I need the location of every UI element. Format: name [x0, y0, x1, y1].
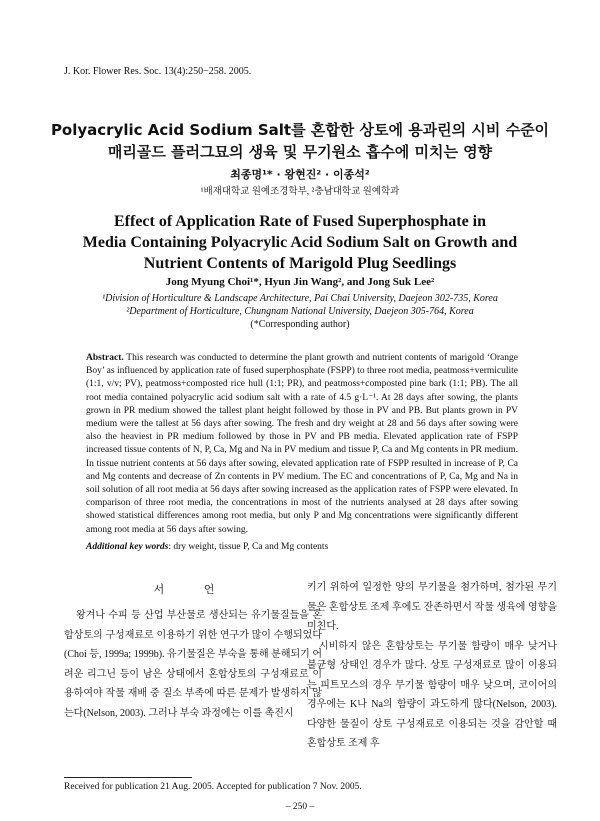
intro-paragraph-2: 시비하지 않은 혼합상토는 무기물 함량이 매우 낮거나 불균형 상태인 경우가 많다. 상토 구성재료로 많이 이용되는 피트모스의 경우 무기물 함량이 매우 낮으며, 코이어의 경우에는 K나 Na의 함량이 과도하게 많다(Nelson, 2003). 다양한 물질이 상토 구성재료로 이용되는 것을 감안할 때 혼합상토 조제 후	[307, 640, 557, 749]
english-title-line1: Effect of Application Rate of Fused Superphosphate in	[113, 213, 487, 230]
english-affiliations	[40, 292, 560, 331]
footnote-rule	[64, 777, 192, 778]
keywords-label: Additional key words	[86, 542, 169, 552]
intro-paragraph-continued: 키기 위하여 일정한 양의 무기물을 첨가하며, 첨가된 무기물은 혼합상토 조제 후에도 잔존하면서 작물 생육에 영향을 미친다.	[307, 582, 557, 632]
journal-citation: J. Kor. Flower Res. Soc. 13(4):250−258. 2005.	[64, 66, 252, 77]
body-left-column	[64, 582, 322, 723]
korean-affiliations: ¹배재대학교 원예조경학부, ²충남대학교 원예학과	[200, 187, 400, 197]
page-number: – 250 –	[285, 802, 315, 812]
abstract	[86, 352, 518, 537]
korean-title-line1: Polyacrylic Acid Sodium Salt를 혼합한 상토에 용과린의 시비 수준이	[50, 121, 550, 139]
intro-paragraph-1: 왕겨나 수피 등 산업 부산물로 생산되는 유기물질들을 혼합상토의 구성재료로 이용하기 위한 연구가 많이 수행되었다(Choi 등, 1999a; 1999b). 유기물질은 부숙을 통해 분해되기 어려운 리그닌 등이 남은 상태에서 혼합상토의 구성재료로 이용하여야 작물 재배 중 질소 부족에 따른 문제가 발생하지 않는다(Nelson, 2003). 그러나 부숙 과정에는 이를 촉진시	[64, 610, 322, 719]
english-title-line2: Media Containing Polyacrylic Acid Sodium Salt on Growth and	[82, 234, 518, 251]
keywords	[86, 542, 518, 552]
abstract-label: Abstract.	[86, 353, 124, 363]
english-title	[40, 211, 560, 274]
english-authors: Jong Myung Choi¹*, Hyun Jin Wang², and Jong Suk Lee²	[165, 276, 435, 288]
affiliation-1: ¹Division of Horticulture & Landscape Architecture, Pai Chai University, Daejeon 302-735, Korea	[102, 293, 498, 304]
english-title-line3: Nutrient Contents of Marigold Plug Seedlings	[143, 255, 457, 272]
affiliation-2: ²Department of Horticulture, Chungnam National University, Daejeon 305-764, Korea	[126, 306, 474, 317]
abstract-text: This research was conducted to determine the plant growth and nutrient contents of marigold ‘Orange Boy’ as influenced by application rate of fused superphosphate (FSPP) to three root media, peatmoss+vermiculite (1:1, v/v; PV), peatmoss+composted rice hull (1:1; PR), and peatmoss+composted pine bark (1:1; PB). The all root media contained polyacrylic acid sodium salt with a rate of 4.5 g·L⁻¹. At 28 days after sowing, the plants grown in PR medium showed the tallest plant height followed by those in PV and PB. But plants grown in PV medium were the tallest at 56 days after sowing. The fresh and dry weight at 28 and 56 days after sowing were also the heaviest in PR medium followed by those in PV and PB media. Elevated application rate of FSPP increased tissue contents of N, P, Ca, Mg and Na in PV medium and tissue P, Ca and Mg contents in PR medium. In tissue nutrient contents at 56 days after sowing, elevated application rate of FSPP resulted in increase of P, Ca and Mg contents and decrease of Zn contents in PV medium. The EC and concentrations of P, Ca, Mg and Na in soil solution of all root media at 56 days after sowing increased as the application rates of FSPP were elevated. In comparison of three root media, the concentrations in most of the nutrients analysed at 28 days after sowing showed statistical differences among root media, but only P and Mg concentrations were significantly different among root media at 56 days after sowing.	[86, 353, 518, 535]
section-heading-introduction: 서 언	[153, 583, 233, 596]
keywords-text: : dry weight, tissue P, Ca and Mg contents	[168, 542, 329, 552]
publication-dates: Received for publication 21 Aug. 2005. Accepted for publication 7 Nov. 2005.	[64, 782, 362, 792]
body-right-column	[307, 578, 557, 754]
korean-title-line2: 매리골드 플러그묘의 생육 및 무기원소 흡수에 미치는 영향	[107, 143, 493, 161]
korean-authors: 최종명¹* · 왕현진² · 이종석²	[230, 168, 370, 181]
korean-title	[40, 119, 560, 163]
corresponding-author-note: (*Corresponding author)	[250, 319, 350, 330]
